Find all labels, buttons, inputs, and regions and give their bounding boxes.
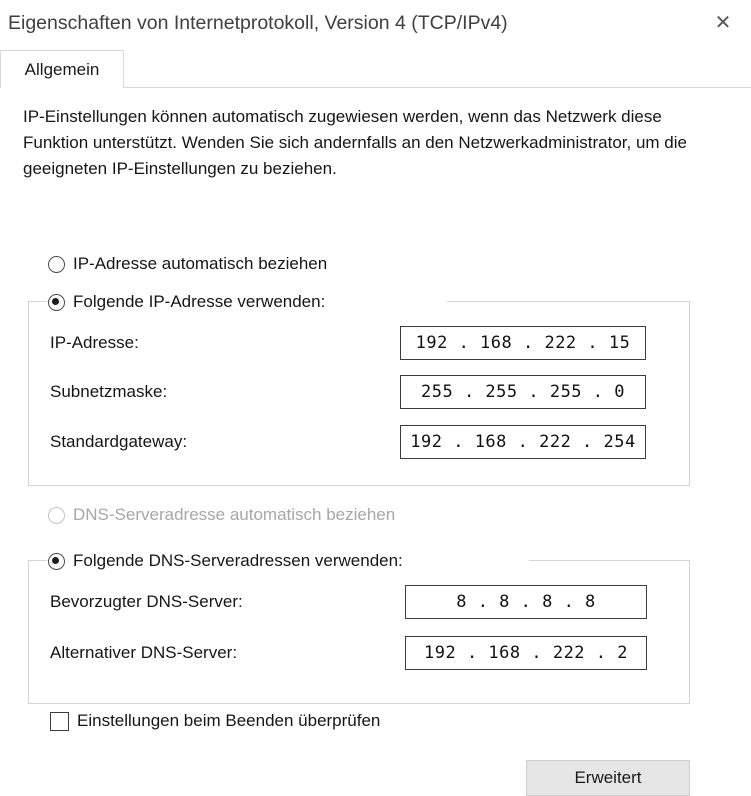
- radio-dns-automatic-label: DNS-Serveradresse automatisch beziehen: [73, 505, 396, 524]
- checkbox-validate-settings-label: Einstellungen beim Beenden überprüfen: [77, 711, 381, 730]
- tab-active-indicator: [1, 87, 123, 88]
- window-titlebar: [0, 0, 751, 50]
- input-default-gateway[interactable]: 192 . 168 . 222 . 254: [400, 425, 646, 459]
- radio-dns-manual-label: Folgende DNS-Serveradressen verwenden:: [73, 551, 403, 570]
- label-alternate-dns: Alternativer DNS-Server:: [50, 643, 238, 662]
- dns-settings-groupbox: [28, 560, 690, 704]
- input-alternate-dns[interactable]: 192 . 168 . 222 . 2: [405, 636, 647, 670]
- radio-ip-manual[interactable]: [48, 292, 331, 312]
- radio-circle-icon: [48, 256, 65, 273]
- input-preferred-dns[interactable]: 8 . 8 . 8 . 8: [405, 585, 647, 619]
- radio-circle-icon: [48, 294, 65, 311]
- radio-circle-icon: [48, 553, 65, 570]
- input-subnet-mask[interactable]: 255 . 255 . 255 . 0: [400, 375, 646, 409]
- radio-ip-automatic[interactable]: [48, 254, 327, 274]
- tab-strip: [0, 50, 751, 88]
- advanced-button-label: Erweitert: [574, 768, 642, 787]
- tab-allgemein-label: Allgemein: [24, 59, 100, 79]
- radio-ip-automatic-label: IP-Adresse automatisch beziehen: [73, 254, 328, 273]
- label-default-gateway: Standardgateway:: [50, 432, 188, 451]
- label-preferred-dns: Bevorzugter DNS-Server:: [50, 592, 243, 611]
- intro-text: IP-Einstellungen können automatisch zugewiesen werden, wenn das Netzwerk diese Funktion unterstützt. Wenden Sie sich andernfalls an den Netzwerkadministrator, um die geeigneten IP-Einstellungen zu beziehen.: [23, 107, 687, 178]
- input-ip-address[interactable]: 192 . 168 . 222 . 15: [400, 326, 646, 360]
- radio-ip-manual-label: Folgende IP-Adresse verwenden:: [73, 292, 326, 311]
- window-title: Eigenschaften von Internetprotokoll, Version 4 (TCP/IPv4): [8, 12, 508, 34]
- radio-circle-icon: [48, 507, 65, 524]
- close-icon[interactable]: ✕: [714, 12, 732, 34]
- checkbox-validate-settings[interactable]: [50, 711, 380, 731]
- label-ip-address: IP-Adresse:: [50, 333, 139, 352]
- checkbox-square-icon: [50, 712, 69, 731]
- groupbox-top-left-border: [29, 301, 47, 302]
- groupbox-top-right-border: [447, 301, 689, 302]
- label-subnet-mask: Subnetzmaske:: [50, 382, 168, 401]
- radio-dns-automatic[interactable]: [48, 505, 395, 525]
- groupbox-top-right-border: [529, 560, 689, 561]
- tab-allgemein[interactable]: [0, 50, 124, 88]
- radio-dns-manual[interactable]: [48, 551, 409, 571]
- groupbox-top-left-border: [29, 560, 47, 561]
- advanced-button[interactable]: [526, 760, 690, 796]
